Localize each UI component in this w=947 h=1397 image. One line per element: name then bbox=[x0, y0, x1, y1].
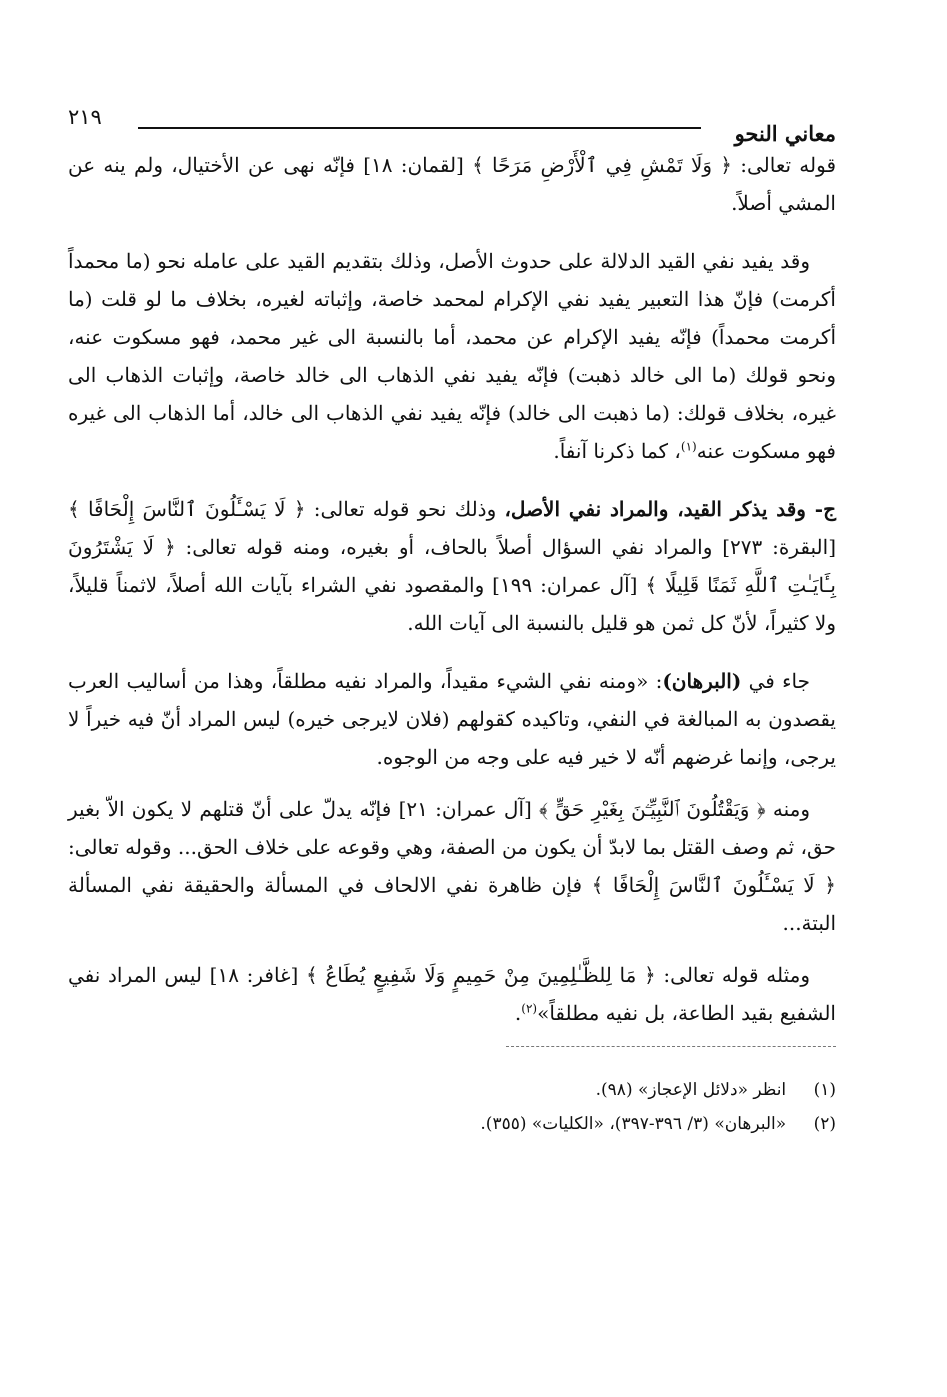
header-rule bbox=[138, 127, 701, 129]
footnote-1 bbox=[68, 1073, 836, 1107]
paragraph-2-text: وقد يفيد نفي القيد الدلالة على حدوث الأصل، وذلك بتقديم القيد على عامله نحو (ما محمداً أكرمت) فإنّ هذا التعبير يفيد نفي الإكرام لمحمد خاصة، وإثباته لغيره، بخلاف ما لو قلت (ما أكرمت محمداً) فإنّه يفيد الإكرام عن محمد، أما بالنسبة الى غير محمد، فهو مسكوت عنه، ونحو قولك (ما الى خالد ذهبت) فإنّه يفيد نفي الذهاب الى خالد خاصة، وإثبات الذهاب الى غيره، بخلاف قولك: (ما ذهبت الى خالد) فإنّه يفيد نفي الذهاب الى خالد، أما الذهاب الى غيره فهو مسكوت عنه bbox=[68, 249, 836, 463]
paragraph-2-end: ، كما ذكرنا آنفاً. bbox=[553, 439, 681, 463]
paragraph-6-text: ومثله قوله تعالى: ﴿ مَا لِلظَّـٰلِمِينَ مِنْ حَمِيمٍ وَلَا شَفِيعٍ يُطَاعُ ﴾ [غافر: ١٨] ليس المراد نفي الشفيع بقيد الطاعة، بل نفيه مطلقاً» bbox=[68, 963, 836, 1025]
footnote-number: (٢) bbox=[813, 1114, 836, 1134]
footnote-ref-1[interactable]: (١) bbox=[680, 439, 697, 454]
paragraph-6 bbox=[68, 956, 836, 1032]
paragraph-4-intro: جاء في bbox=[741, 669, 810, 693]
paragraph-4 bbox=[68, 662, 836, 776]
footnote-separator bbox=[506, 1046, 836, 1047]
paragraph-4-text: : «ومنه نفي الشيء مقيداً، والمراد نفيه مطلقاً، وهذا من أساليب العرب يقصدون به المبالغة في النفي، وتاكيده كقولهم (فلان لايرجى خيره) ليس المراد أنّ فيه خيراً لا يرجى، وإنما غرضهم أنّه لا خير فيه على وجه من الوجوه. bbox=[68, 669, 836, 769]
paragraph-1 bbox=[68, 146, 836, 222]
running-title: معاني النحو bbox=[734, 121, 836, 146]
book-page bbox=[68, 100, 836, 1141]
footnote-ref-2[interactable]: (٢) bbox=[521, 1001, 538, 1016]
paragraph-6-end: . bbox=[514, 1001, 522, 1025]
footnote-number: (١) bbox=[813, 1080, 836, 1100]
section-heading-j: ج- وقد يذكر القيد، والمراد نفي الأصل، bbox=[504, 497, 836, 521]
paragraph-5 bbox=[68, 790, 836, 942]
footnote-text: انظر «دلائل الإعجاز» (٩٨). bbox=[595, 1080, 787, 1100]
paragraph-3-text: وذلك نحو قوله تعالى: ﴿ لَا يَسْـَٔلُونَ ٱلنَّاسَ إِلْحَافًا ﴾ [البقرة: ٢٧٣] والمراد نفي السؤال أصلاً بالحاف، أو بغيره، ومنه قوله تعالى: ﴿ لَا يَشْتَرُونَ بِـَٔايَـٰتِ ٱللَّهِ ثَمَنًا قَلِيلًا ﴾ [آل عمران: ١٩٩] والمقصود نفي الشراء بآيات الله أصلاً، لاثمناً قليلاً، ولا كثيراً، لأنّ كل ثمن هو قليل بالنسبة الى آيات الله. bbox=[68, 497, 836, 635]
paragraph-5-text: ومنه ﴿ وَيَقْتُلُونَ ٱلنَّبِيِّـۧنَ بِغَيْرِ حَقٍّ ﴾ [آل عمران: ٢١] فإنّه يدلّ على أنّ قتلهم لا يكون الاّ بغير حق، ثم وصف القتل بما لابدّ أن يكون من الصفة، وهي وقوعه على خلاف الحق... وقوله تعالى: ﴿ لَا يَسْـَٔلُونَ ٱلنَّاسَ إِلْحَافًا ﴾ فإن ظاهرة نفي الالحاف في المسألة والحقيقة نفي المسألة البتة... bbox=[67, 797, 836, 935]
paragraph-2 bbox=[68, 242, 836, 470]
paragraph-1-text: قوله تعالى: ﴿ وَلَا تَمْشِ فِي ٱلْأَرْضِ مَرَحًا ﴾ [لقمان: ١٨] فإنّه نهى عن الأختيال، ولم ينه عن المشي أصلاً. bbox=[68, 153, 837, 215]
footnote-text: «البرهان» (٣/ ٣٩٦-٣٩٧)، «الكليات» (٣٥٥). bbox=[480, 1114, 787, 1134]
footnote-2 bbox=[68, 1107, 836, 1141]
source-title-burhan: (البرهان) bbox=[662, 669, 742, 693]
page-header bbox=[68, 100, 836, 146]
paragraph-3 bbox=[68, 490, 836, 642]
page-number: ٢١٩ bbox=[68, 105, 102, 129]
footnotes bbox=[68, 1073, 836, 1141]
